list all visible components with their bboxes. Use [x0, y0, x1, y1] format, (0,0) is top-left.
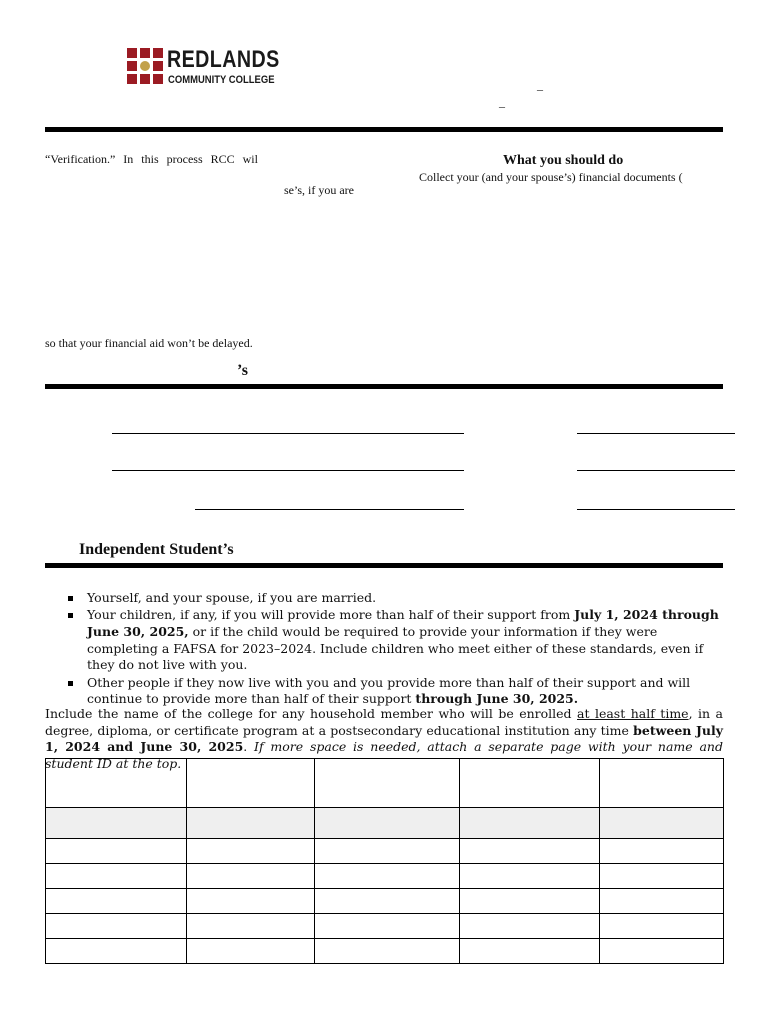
form-field-line[interactable]	[112, 470, 464, 471]
intro-footer-line: so that your financial aid won’t be delayed.	[45, 336, 253, 350]
table-cell[interactable]	[460, 889, 600, 914]
household-bullet-list	[64, 590, 728, 708]
table-cell[interactable]	[186, 759, 314, 808]
table-cell[interactable]	[46, 808, 187, 839]
section-divider	[45, 563, 723, 568]
table-cell[interactable]	[314, 808, 460, 839]
table-cell[interactable]	[314, 914, 460, 939]
table-cell[interactable]	[46, 914, 187, 939]
logo-title: REDLANDS	[167, 46, 280, 73]
table-cell[interactable]	[460, 864, 600, 889]
table-cell[interactable]	[186, 914, 314, 939]
table-cell[interactable]	[600, 914, 724, 939]
list-item: Your children, if any, if you will provide more than half of their support from July 1, 2024 through June 30, 2025, or if the child would be required to provide your information if they were completing a FAFSA for 2023–2024. Include children who meet either of these standards, even if they do not live with you.	[64, 607, 728, 674]
table-cell[interactable]	[314, 839, 460, 864]
college-instructions: Include the name of the college for any household member who will be enrolled at least half time, in a degree, diploma, or certificate program at a postsecondary educational institution any time between July 1, 2024 and June 30, 2025. If more space is needed, attach a separate page with your name and student ID at the top.	[45, 706, 723, 772]
table-cell[interactable]	[600, 939, 724, 964]
table-cell[interactable]	[600, 808, 724, 839]
table-row	[46, 914, 724, 939]
table-cell[interactable]	[46, 864, 187, 889]
table-row	[46, 808, 724, 839]
form-field-line[interactable]	[577, 470, 735, 471]
table-cell[interactable]	[186, 864, 314, 889]
table-cell[interactable]	[314, 864, 460, 889]
list-item: Yourself, and your spouse, if you are married.	[64, 590, 728, 607]
section-label-fragment: ’s	[237, 362, 248, 379]
logo-subtitle: COMMUNITY COLLEGE	[168, 74, 275, 86]
table-cell[interactable]	[46, 939, 187, 964]
table-row	[46, 889, 724, 914]
bullet-icon	[68, 596, 73, 601]
intro-right-line: Collect your (and your spouse’s) financial documents (	[419, 170, 683, 184]
form-field-line[interactable]	[112, 433, 464, 434]
header-mark: _	[499, 95, 505, 109]
table-cell[interactable]	[460, 839, 600, 864]
logo-mark-icon	[127, 48, 163, 86]
intro-left-line: “Verification.” In this process RCC wil	[45, 152, 258, 166]
table-row	[46, 839, 724, 864]
table-cell[interactable]	[186, 889, 314, 914]
table-row	[46, 939, 724, 964]
form-field-line[interactable]	[577, 433, 735, 434]
intro-left-line: se’s, if you are	[284, 183, 354, 197]
bullet-icon	[68, 681, 73, 686]
table-cell[interactable]	[46, 889, 187, 914]
table-cell[interactable]	[186, 808, 314, 839]
table-cell[interactable]	[600, 864, 724, 889]
table-cell[interactable]	[460, 914, 600, 939]
form-field-line[interactable]	[195, 509, 464, 510]
table-cell[interactable]	[314, 939, 460, 964]
household-members-table	[45, 758, 724, 964]
list-item: Other people if they now live with you and you provide more than half of their support and will continue to provide more than half of their support through June 30, 2025.	[64, 675, 728, 708]
table-cell[interactable]	[460, 808, 600, 839]
table-cell[interactable]	[460, 939, 600, 964]
section-divider	[45, 127, 723, 132]
form-field-line[interactable]	[577, 509, 735, 510]
table-cell[interactable]	[600, 889, 724, 914]
section-heading: Independent Student’s	[79, 541, 234, 558]
table-header-row	[46, 759, 724, 808]
table-cell[interactable]	[460, 759, 600, 808]
table-cell[interactable]	[314, 759, 460, 808]
college-logo	[127, 48, 287, 88]
what-to-do-heading: What you should do	[503, 153, 624, 168]
table-row	[46, 864, 724, 889]
table-cell[interactable]	[46, 759, 187, 808]
section-divider	[45, 384, 723, 389]
table-cell[interactable]	[46, 839, 187, 864]
table-cell[interactable]	[186, 839, 314, 864]
table-cell[interactable]	[314, 889, 460, 914]
table-cell[interactable]	[600, 839, 724, 864]
bullet-icon	[68, 613, 73, 618]
header-mark: _	[537, 78, 543, 92]
table-cell[interactable]	[600, 759, 724, 808]
table-cell[interactable]	[186, 939, 314, 964]
